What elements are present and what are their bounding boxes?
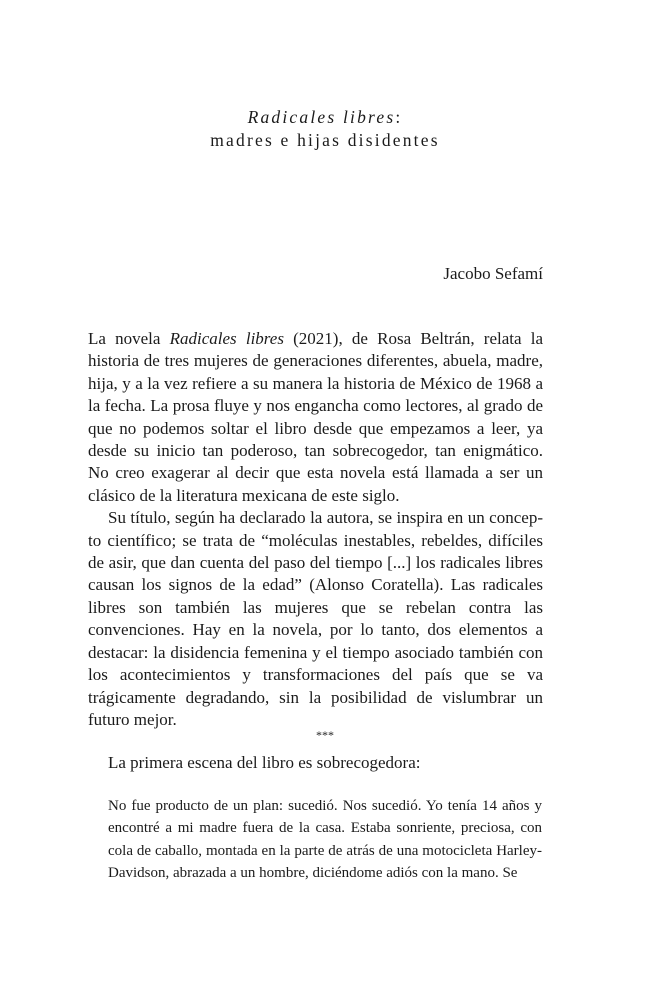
paragraph-1-before: La novela — [88, 329, 170, 348]
title-subtitle: madres e hijas disidentes — [210, 130, 440, 150]
chapter-title — [0, 106, 650, 152]
paragraph-1-after: (2021), de Rosa Beltrán, relata la historia de tres mujeres de generaciones diferentes, abuela, madre, hija, y a la vez refiere a su manera la historia de México de 1968 a la fecha. La prosa fluye y nos engancha como lectores, al grado de que no podemos soltar el libro desde que empezamos a leer, ya desde su inicio tan poderoso, tan sobrecogedor, tan enigmático. No creo exagerar al decir que esta novela está llamada a ser un clásico de la literatura mexicana de este siglo. — [88, 329, 543, 505]
section-separator: *** — [316, 728, 334, 742]
author-name: Jacobo Sefamí — [443, 264, 543, 283]
title-main: Radicales libres — [247, 107, 396, 127]
title-line — [0, 106, 650, 129]
block-quote — [108, 795, 542, 885]
paragraph-2: Su título, según ha declarado la autora, se inspira en un concepto científico; se trata de “moléculas inestables, rebeldes, difíciles de asir, que dan cuenta del paso del tiempo [...] los radicales libres causan los signos de la edad” (Alonso Coratella). Las radicales libres son también las mujeres que se rebelan contra las convenciones. Hay en la novela, por lo tanto, dos elementos a destacar: la disidencia femenina y el tiempo asociado también con los acontecimientos y transformaciones del país que se va trágicamente degradando, sin la posibilidad de vislumbrar un futuro mejor. — [88, 508, 543, 729]
block-quote-text: No fue producto de un plan: sucedió. Nos sucedió. Yo tenía 14 años y encontré a mi madre fuera de la casa. Estaba sonriente, preciosa, con cola de caballo, montada en la parte de atrás de una motocicleta Harley-Davidson, abrazada a un hombre, diciéndome adiós con la mano. Se — [108, 798, 542, 882]
title-colon: : — [395, 107, 403, 127]
paragraph-1-book-title: Radicales libres — [169, 329, 284, 348]
paragraph-1 — [88, 328, 543, 507]
body-text — [88, 328, 543, 731]
quote-intro: La primera escena del libro es sobrecogedora: — [108, 753, 421, 772]
